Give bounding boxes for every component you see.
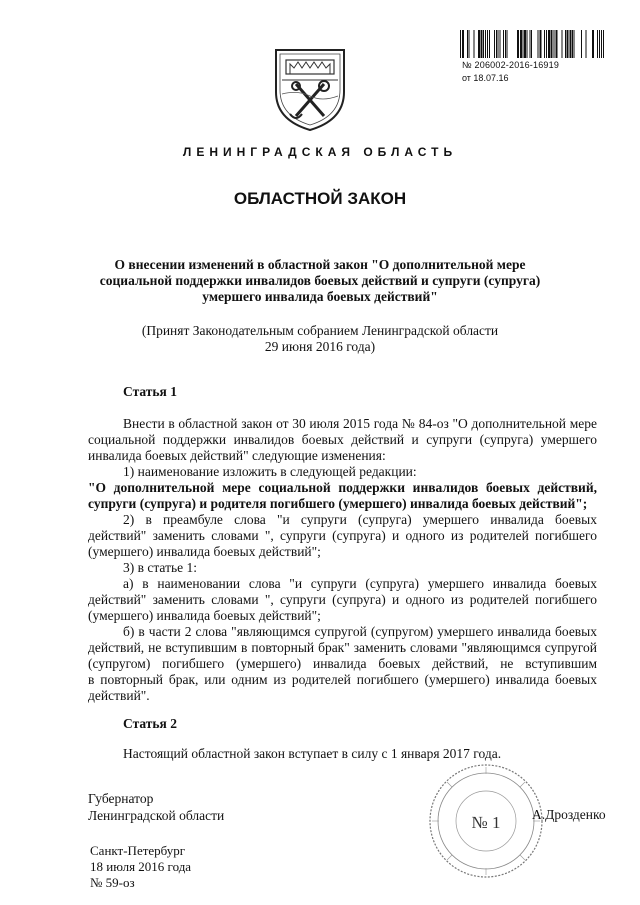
article-2-heading: Статья 2 <box>123 716 177 731</box>
issue-date: 18 июля 2016 года <box>90 859 192 874</box>
article-line: (супругом) погибшего (умершего) инвалида боевых действий, не вступившим <box>88 656 597 671</box>
article-line: а) в наименовании слова "и супруги (супруга) умершего инвалида боевых <box>123 576 597 591</box>
barcode-bar <box>507 30 508 58</box>
barcode-bar <box>483 30 484 58</box>
law-title-line: социальной поддержки инвалидов боевых действий и супруги (супруга) <box>99 273 541 288</box>
adoption-note <box>90 323 550 355</box>
barcode-bar <box>538 30 539 58</box>
barcode-bar <box>460 30 461 58</box>
law-title-line: умершего инвалида боевых действий" <box>202 289 438 304</box>
official-stamp <box>427 762 545 880</box>
stamp-number: № 1 <box>471 813 501 832</box>
barcode-bar <box>530 30 531 58</box>
barcode-bar <box>581 30 582 58</box>
barcode-bar <box>500 30 501 58</box>
article-line: действий, не вступившим в повторный брак" заменить словами "являющимся супругой <box>88 640 597 655</box>
adoption-note-line: 29 июня 2016 года) <box>264 339 376 354</box>
article-line: б) в части 2 слова "являющимся супругой (супругом) умершего инвалида боевых <box>123 624 597 639</box>
registration-number: № 206002-2016-16919 <box>462 60 560 70</box>
barcode-bar <box>574 30 575 58</box>
barcode-bar <box>546 30 547 58</box>
barcode-bar <box>494 30 495 58</box>
barcode-bar <box>554 30 555 58</box>
article-line: 3) в статье 1: <box>123 560 197 575</box>
barcode-bar <box>597 30 598 58</box>
article-line: действий" заменить словами ", супруги (супруга) и одного из родителей погибшего <box>88 528 597 543</box>
barcode-bar <box>474 30 475 58</box>
barcode-bar <box>544 30 545 58</box>
barcode-bar <box>586 30 587 58</box>
barcode-bar <box>485 30 486 58</box>
barcode-bar <box>540 30 542 58</box>
barcode-bar <box>498 30 499 58</box>
barcode <box>458 30 608 60</box>
barcode-bar <box>467 30 468 58</box>
barcode-bar <box>487 30 488 58</box>
barcode-bar <box>527 30 528 58</box>
law-title-line: О внесении изменений в областной закон "О дополнительной мере <box>114 257 526 272</box>
coat-of-arms-emblem <box>268 44 352 134</box>
adoption-note-line: (Принят Законодательным собранием Ленинградской области <box>141 323 499 338</box>
barcode-bar <box>567 30 569 58</box>
article-line: супруги (супруга) и родителя погибшего (умершего) инвалида боевых действий"; <box>88 496 588 511</box>
barcode-bar <box>548 30 550 58</box>
article-line: Внести в областной закон от 30 июля 2015 года № 84-оз "О дополнительной мере <box>123 416 597 431</box>
governor-title-line: Губернатор <box>88 791 154 806</box>
article-2-text: Настоящий областной закон вступает в силу с 1 января 2017 года. <box>123 746 502 761</box>
barcode-bar <box>592 30 594 58</box>
article-line: действий" заменить словами ", супруги (супруга) и одного из родителей погибшего <box>88 592 597 607</box>
registration-date: от 18.07.16 <box>462 73 509 83</box>
issue-city: Санкт-Петербург <box>90 843 186 858</box>
governor-title-line: Ленинградской области <box>88 808 225 823</box>
barcode-bar <box>599 30 600 58</box>
article-line: 2) в преамбуле слова "и супруги (супруга) умершего инвалида боевых <box>123 512 597 527</box>
barcode-bar <box>503 30 504 58</box>
article-1-heading: Статья 1 <box>123 384 177 399</box>
barcode-bar <box>523 30 524 58</box>
article-line: действий". <box>88 688 150 703</box>
region-heading: ЛЕНИНГРАДСКАЯ ОБЛАСТЬ <box>182 145 458 159</box>
barcode-bar <box>478 30 480 58</box>
barcode-bar <box>562 30 563 58</box>
barcode-bar <box>551 30 553 58</box>
article-line: инвалида боевых действий" следующие изменения: <box>88 448 386 463</box>
barcode-bar <box>556 30 558 58</box>
article-line: социальной поддержки инвалидов боевых действий и супруги (супруга) умершего <box>88 432 597 447</box>
barcode-bar <box>565 30 566 58</box>
barcode-bar <box>603 30 604 58</box>
law-title <box>90 257 550 305</box>
law-number: № 59-оз <box>90 875 135 890</box>
article-line: (умершего) инвалида боевых действий"; <box>88 608 321 623</box>
barcode-bar <box>462 30 464 58</box>
article-line: 1) наименование изложить в следующей редакции: <box>123 464 417 479</box>
barcode-bar <box>520 30 522 58</box>
barcode-bar <box>481 30 483 58</box>
barcode-bar <box>496 30 497 58</box>
article-line: "О дополнительной мере социальной поддержки инвалидов боевых действий, <box>88 480 597 495</box>
barcode-bar <box>531 30 532 58</box>
issue-place-date-number <box>90 843 191 891</box>
barcode-bar <box>572 30 573 58</box>
article-line: (умершего) инвалида боевых действий"; <box>88 544 321 559</box>
barcode-bar <box>489 30 490 58</box>
barcode-bar <box>570 30 572 58</box>
law-type-heading: ОБЛАСТНОЙ ЗАКОН <box>233 189 407 208</box>
barcode-bar <box>469 30 470 58</box>
governor-name: А.Дрозденко <box>532 807 606 822</box>
article-line: в повторный брак, или одним из родителей погибшего (умершего) инвалида боевых <box>88 672 597 687</box>
barcode-bar <box>601 30 602 58</box>
barcode-bar <box>517 30 519 58</box>
barcode-bar <box>524 30 526 58</box>
barcode-bar <box>505 30 506 58</box>
governor-title <box>88 790 224 824</box>
